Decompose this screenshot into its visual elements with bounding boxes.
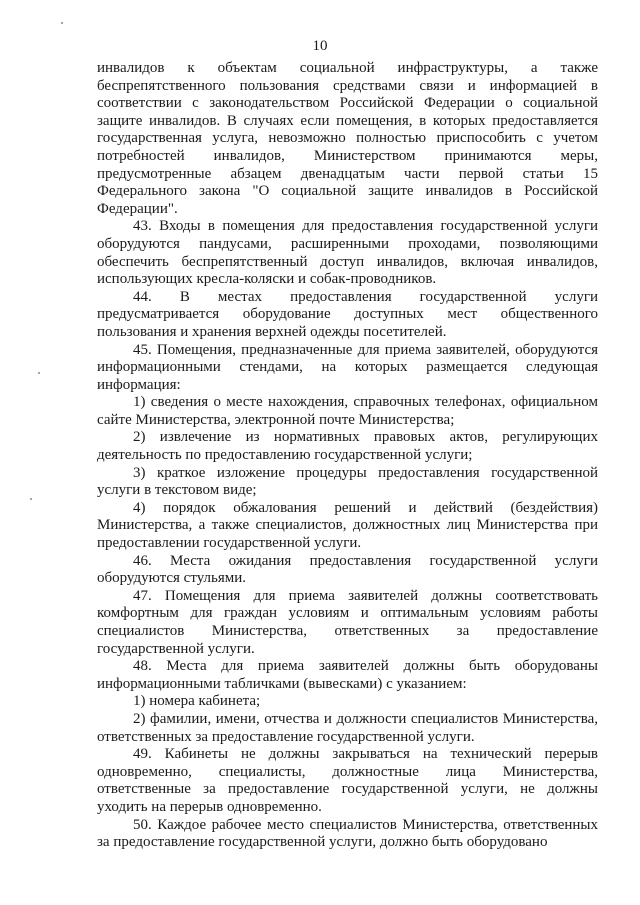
paragraph-continuation: инвалидов к объектам социальной инфраструктуры, а также беспрепятственного пользования средствами связи и информацией в соответствии с законодательством Российской Федерации о социальной защите инвалидов. В случаях если помещения, в которых предоставляется государственная услуга, невозможно полностью приспособить с учетом потребностей инвалидов, Министерством принимаются меры, предусмотренные абзацем двенадцатым части первой статьи 15 Федерального закона "О социальной защите инвалидов в Российской Федерации". xyxy=(97,60,598,217)
scan-speck xyxy=(38,372,40,374)
list-item-45-3: 3) краткое изложение процедуры предоставления государственной услуги в текстовом виде; xyxy=(97,464,598,499)
list-item-48-2: 2) фамилии, имени, отчества и должности специалистов Министерства, ответственных за предоставление государственной услуги. xyxy=(97,710,598,745)
list-item-48-1: 1) номера кабинета; xyxy=(133,693,261,710)
paragraph-46: 46. Места ожидания предоставления государственной услуги оборудуются стульями. xyxy=(97,552,598,587)
paragraph-48: 48. Места для приема заявителей должны быть оборудованы информационными табличками (вывесками) с указанием: xyxy=(97,658,598,692)
paragraph-43: 43. Входы в помещения для предоставления государственной услуги оборудуются пандусами, расширенными проходами, позволяющими обеспечить беспрепятственный доступ инвалидов, включая инвалидов, использующих кресла-коляски и собак-проводников. xyxy=(97,218,598,288)
list-item-45-1: 1) сведения о месте нахождения, справочных телефонах, официальном сайте Министерства, электронной почте Министерства; xyxy=(97,394,598,428)
paragraph-45: 45. Помещения, предназначенные для приема заявителей, оборудуются информационными стендами, на которых размещается следующая информация: xyxy=(97,341,598,393)
scan-speck xyxy=(30,498,32,500)
paragraph-49: 49. Кабинеты не должны закрываться на технический перерыв одновременно, специалисты, должностные лица Министерства, ответственные за предоставление государственной услуги, не должны уходить на перерыв одновременно. xyxy=(97,746,598,815)
page-number: 10 xyxy=(312,38,328,54)
list-item-45-4: 4) порядок обжалования решений и действий (бездействия) Министерства, а также специалистов, должностных лиц Министерства при предоставлении государственной услуги. xyxy=(97,499,598,552)
list-item-45-2: 2) извлечение из нормативных правовых актов, регулирующих деятельность по предоставлению государственной услуги; xyxy=(97,429,598,464)
paragraph-44: 44. В местах предоставления государственной услуги предусматривается оборудование доступных мест общественного пользования и хранения верхней одежды посетителей. xyxy=(97,288,598,340)
scan-speck xyxy=(61,22,63,24)
document-body xyxy=(97,60,598,852)
paragraph-50: 50. Каждое рабочее место специалистов Министерства, ответственных за предоставление государственной услуги, должно быть оборудовано xyxy=(97,816,598,851)
paragraph-47: 47. Помещения для приема заявителей должны соответствовать комфортным для граждан условиям и оптимальным условиям работы специалистов Министерства, ответственных за предоставление государственной услуги. xyxy=(97,587,598,657)
